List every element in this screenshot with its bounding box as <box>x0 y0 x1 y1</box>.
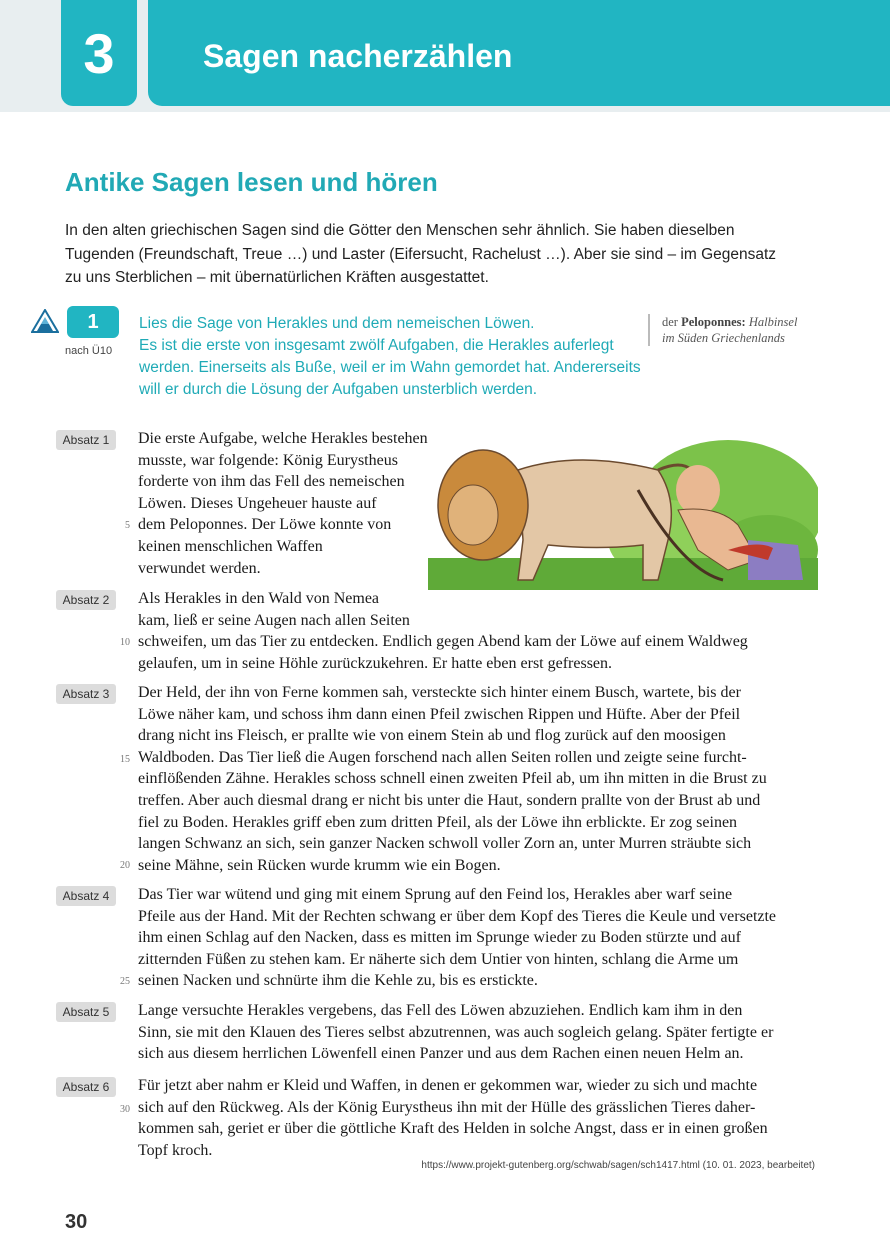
paragraph-6: Für jetzt aber nahm er Kleid und Waffen, in denen er gekommen war, wieder zu sich und machte sich auf den Rückweg. Als der König Eurystheus ihn mit der Hülle des grässlichen Tieres daher- kommen sah, geriet er über die göttliche Kraft des Helden in solche Angst, dass er in einen großen Topf kroch. <box>138 1077 768 1159</box>
line-number-30: 30 <box>120 1104 130 1115</box>
section-title: Antike Sagen lesen und hören <box>65 167 438 197</box>
line-number-20: 20 <box>120 860 130 871</box>
paragraph-label-1: Absatz 1 <box>56 430 116 450</box>
paragraph-label-6: Absatz 6 <box>56 1077 116 1097</box>
paragraph-2: Als Herakles in den Wald von Nemea kam, ließ er seine Augen nach allen Seiten schweifen, um das Tier zu entdecken. Endlich gegen Abend kam der Löwe auf einem Waldweg gelaufen, um in seine Höhle zurückzukehren. Er hatte eben erst gefressen. <box>138 590 748 672</box>
paragraph-label-2: Absatz 2 <box>56 590 116 610</box>
chapter-header <box>0 0 890 112</box>
paragraph-label-4: Absatz 4 <box>56 886 116 906</box>
line-number-25: 25 <box>120 976 130 987</box>
paragraph-label-5: Absatz 5 <box>56 1002 116 1022</box>
task-reference: nach Ü10 <box>65 345 113 357</box>
task-number-badge: 1 <box>67 306 119 338</box>
line-number-15: 15 <box>120 754 130 765</box>
chapter-number: 3 <box>61 0 137 106</box>
intro-text: In den alten griechischen Sagen sind die Götter den Menschen sehr ähnlich. Sie haben dieselben Tugenden (Freundschaft, Treue …) und Laster (Eifersucht, Rachelust …). Aber sie sind – im Gegensatz zu uns Sterblichen – mit übernatürlichen Kräften ausgestattet. <box>65 222 777 286</box>
herakles-lion-illustration <box>428 430 818 590</box>
glossary-note: der Peloponnes: Halbinsel im Süden Griechenlands <box>648 314 797 346</box>
paragraph-5: Lange versuchte Herakles vergebens, das Fell des Löwen abzuziehen. Endlich kam ihm in den Sinn, sie mit den Klauen des Tieres selbst abzutrennen, was auch sogleich gelang. Später fertigte er sich aus diesem herrlichen Löwenfell einen Panzer und aus dem Rachen einen neuen Helm an. <box>138 1002 774 1063</box>
task-instruction: Lies die Sage von Herakles und dem nemeischen Löwen. Es ist die erste von insgesamt zwölf Aufgaben, die Herakles auferlegt werden. Einerseits als Buße, weil er im Wahn gemordet hat. Andererseits will er durch die Lösung der Aufgaben unsterblich werden. <box>139 315 641 398</box>
line-number-10: 10 <box>120 637 130 648</box>
page-number: 30 <box>65 1211 88 1233</box>
paragraph-label-3: Absatz 3 <box>56 684 116 704</box>
difficulty-triangle-icon <box>31 309 59 333</box>
source-citation: https://www.projekt-gutenberg.org/schwab/sagen/sch1417.html (10. 01. 2023, bearbeitet) <box>421 1160 815 1171</box>
paragraph-3: Der Held, der ihn von Ferne kommen sah, versteckte sich hinter einem Busch, wartete, bis der Löwe näher kam, und schoss ihm dann einen Pfeil zwischen Rippen und Hüfte. Aber der Pfeil drang nicht ins Fleisch, er prallte wie von einem Stein ab und flog zurück auf den moosigen Waldboden. Das Tier ließ die Augen forschend nach allen Seiten rollen und zeigte seine furcht- einflößenden Zähne. Herakles schoss schnell einen zweiten Pfeil ab, um ihn mitten in die Brust zu treffen. Aber auch diesmal drang er nicht bis unter die Haut, sondern prallte von der Brust ab und fiel zu Boden. Herakles griff eben zum dritten Pfeil, als der Löwe ihn erblickte. Er zog seinen langen Schwanz an sich, sein ganzer Nacken schwoll voller Zorn an, unter Murren sträubte sich seine Mähne, sein Rücken wurde krumm wie ein Bogen. <box>138 684 767 874</box>
line-number-5: 5 <box>125 520 130 531</box>
paragraph-4: Das Tier war wütend und ging mit einem Sprung auf den Feind los, Herakles aber warf seine Pfeile aus der Hand. Mit der Rechten schwang er über dem Kopf des Tieres die Keule und versetzte ihm einen Schlag auf den Nacken, dass es mitten im Sprunge wieder zu Boden stürzte und auf zitternden Füßen zu stehen kam. Er näherte sich dem Untier von hinten, schlang die Arme um seinen Nacken und schnürte ihm die Kehle zu, bis es erstickte. <box>138 886 777 990</box>
chapter-title: Sagen nacherzählen <box>203 38 513 74</box>
paragraph-1: Die erste Aufgabe, welche Herakles bestehen musste, war folgende: König Eurystheus forderte von ihm das Fell des nemeischen Löwen. Dieses Ungeheuer hauste auf dem Peloponnes. Der Löwe konnte von keinen menschlichen Waffen verwundet werden. <box>138 430 428 577</box>
